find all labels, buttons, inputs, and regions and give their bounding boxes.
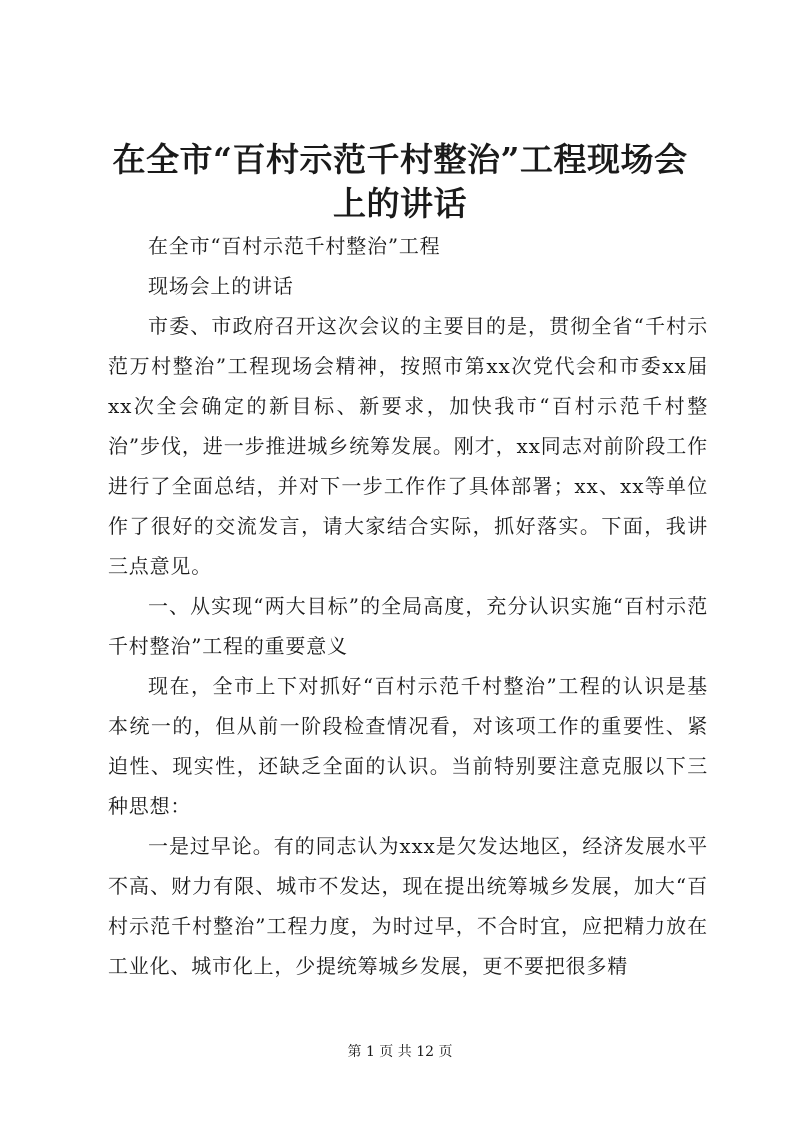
- paragraph-understanding: 现在，全市上下对抓好“百村示范千村整治”工程的认识是基本统一的，但从前一阶段检查情况看，对该项工作的重要性、紧迫性、现实性，还缺乏全面的认识。当前特别要注意克服以下三种思想：: [108, 674, 708, 818]
- document-title: 在全市“百村示范千村整治”工程现场会上的讲话: [112, 140, 688, 223]
- paragraph-intro: 市委、市政府召开这次会议的主要目的是，贯彻全省“千村示范万村整治”工程现场会精神，按照市第xx次党代会和市委xx届xx次全会确定的新目标、新要求，加快我市“百村示范千村整治”步伐，进一步推进城乡统筹发展。刚才，xx同志对前阶段工作进行了全面总结，并对下一步工作作了具体部署；xx、xx等单位作了很好的交流发言，请大家结合实际，抓好落实。下面，我讲三点意见。: [108, 314, 708, 578]
- paragraph-subtitle-line-2: 现场会上的讲话: [148, 274, 294, 298]
- paragraph-premature-view: 一是过早论。有的同志认为xxx是欠发达地区，经济发展水平不高、财力有限、城市不发达，现在提出统筹城乡发展，加大“百村示范千村整治”工程力度，为时过早，不合时宜，应把精力放在工业化、城市化上，少提统筹城乡发展，更不要把很多精: [108, 834, 708, 978]
- document-body: [108, 226, 708, 986]
- paragraph-subtitle-line-1: 在全市“百村示范千村整治”工程: [148, 234, 441, 258]
- section-heading-1: 一、从实现“两大目标”的全局高度，充分认识实施“百村示范千村整治”工程的重要意义: [108, 594, 708, 658]
- page-number-footer: 第 1 页 共 12 页: [347, 1044, 453, 1060]
